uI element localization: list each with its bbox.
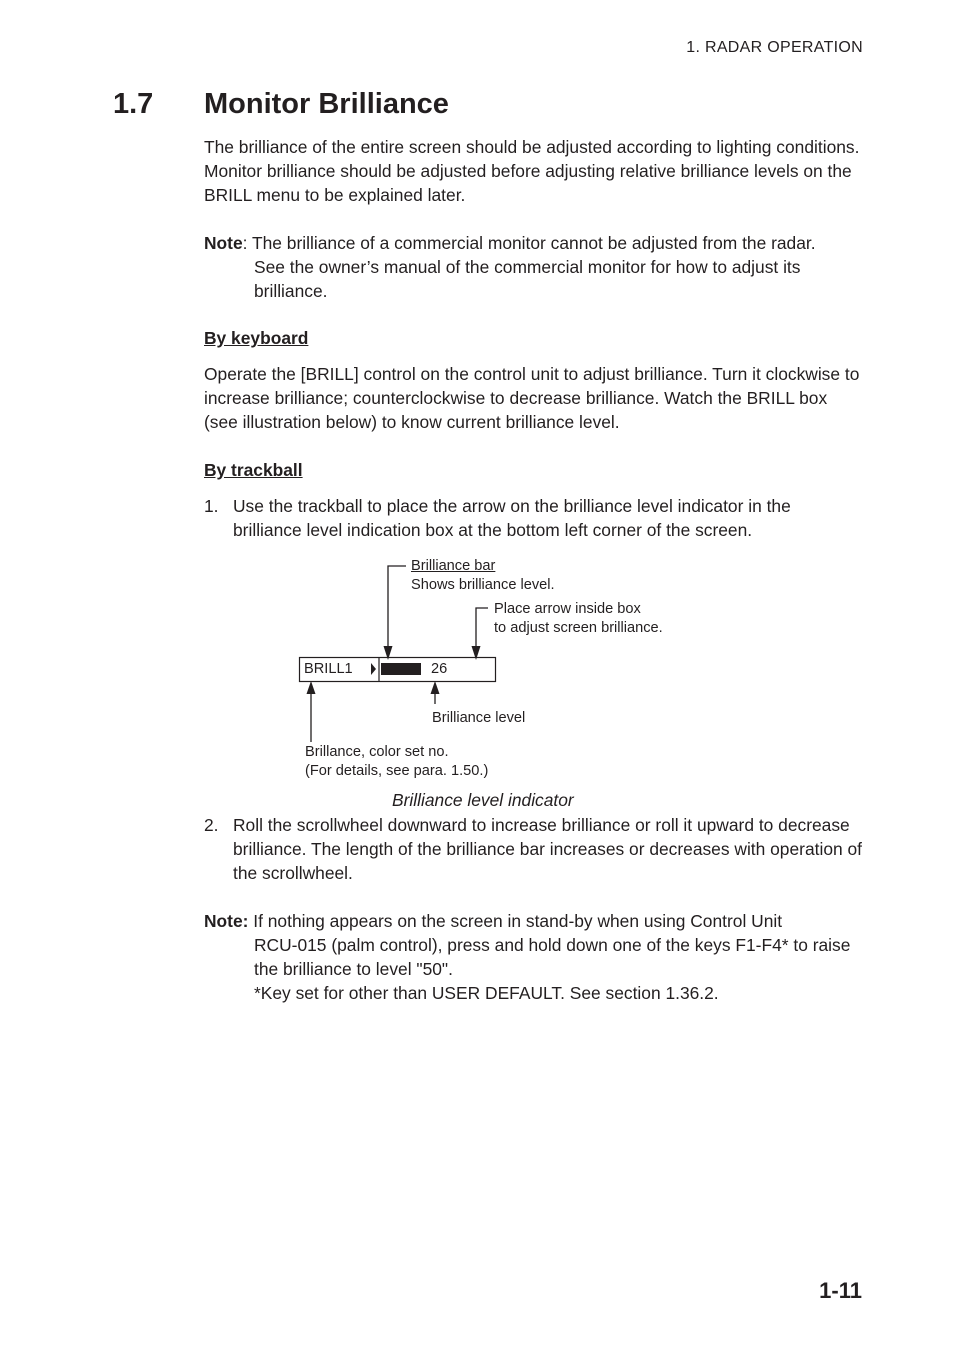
section-title: Monitor Brilliance: [204, 88, 449, 120]
callout-arrow-line2: to adjust screen brilliance.: [494, 620, 663, 636]
callout-bar-title: Brilliance bar: [411, 558, 496, 574]
brilliance-bar: [381, 663, 421, 675]
callout-bar-desc: Shows brilliance level.: [411, 577, 555, 593]
figure-caption: Brilliance level indicator: [392, 790, 574, 810]
subheading-keyboard: By keyboard: [204, 328, 309, 348]
note-label: Note:: [204, 911, 249, 931]
section-number: 1.7: [113, 88, 154, 120]
leader-place-arrow: [476, 608, 488, 648]
note-standby: [204, 909, 864, 1005]
callout-set-line1: Brillance, color set no.: [305, 744, 449, 760]
note-text: If nothing appears on the screen in stand-by when using Control Unit: [248, 911, 783, 931]
brilliance-level-value: 26: [431, 661, 448, 677]
arrow-up-icon: [431, 681, 440, 694]
note-text: : The brilliance of a commercial monitor cannot be adjusted from the radar.: [242, 233, 816, 253]
note-continuation: See the owner’s manual of the commercial monitor for how to adjust its brilliance.: [254, 257, 801, 301]
running-header: 1. RADAR OPERATION: [686, 39, 863, 56]
step-number: 2.: [204, 815, 219, 835]
note-continuation: RCU-015 (palm control), press and hold down one of the keys F1-F4* to raise the brilliance to level "50".: [254, 935, 851, 979]
keyboard-paragraph: Operate the [BRILL] control on the control unit to adjust brilliance. Turn it clockwise to increase brilliance; counterclockwise to decrease brilliance. Watch the BRILL box (see illustration below) to know current brilliance level.: [204, 364, 860, 432]
subheading-trackball: By trackball: [204, 460, 303, 480]
note-label: Note: [204, 233, 243, 253]
step-text: Use the trackball to place the arrow on the brilliance level indicator in the brilliance level indication box at the bottom left corner of the screen.: [233, 496, 791, 540]
callout-arrow-line1: Place arrow inside box: [494, 601, 641, 617]
step-2: [204, 813, 864, 885]
note-footnote: *Key set for other than USER DEFAULT. See section 1.36.2.: [254, 983, 719, 1003]
arrow-up-icon: [307, 681, 316, 694]
leader-brilliance-bar: [388, 566, 406, 648]
brill-box-label: BRILL1: [304, 661, 353, 677]
callout-set-line2: (For details, see para. 1.50.): [305, 763, 489, 779]
pointer-triangle-icon: [371, 663, 376, 675]
page-number: 1-11: [819, 1278, 862, 1303]
step-text: Roll the scrollwheel downward to increase brilliance or roll it upward to decrease brilliance. The length of the brilliance bar increases or decreases with operation of the scrollwheel.: [233, 815, 862, 883]
callout-level-label: Brilliance level: [432, 710, 526, 726]
step-number: 1.: [204, 496, 219, 516]
intro-paragraph: The brilliance of the entire screen should be adjusted according to lighting conditions. Monitor brilliance should be adjusted before adjusting relative brilliance levels on the BRILL menu to be explained later.: [204, 137, 860, 205]
